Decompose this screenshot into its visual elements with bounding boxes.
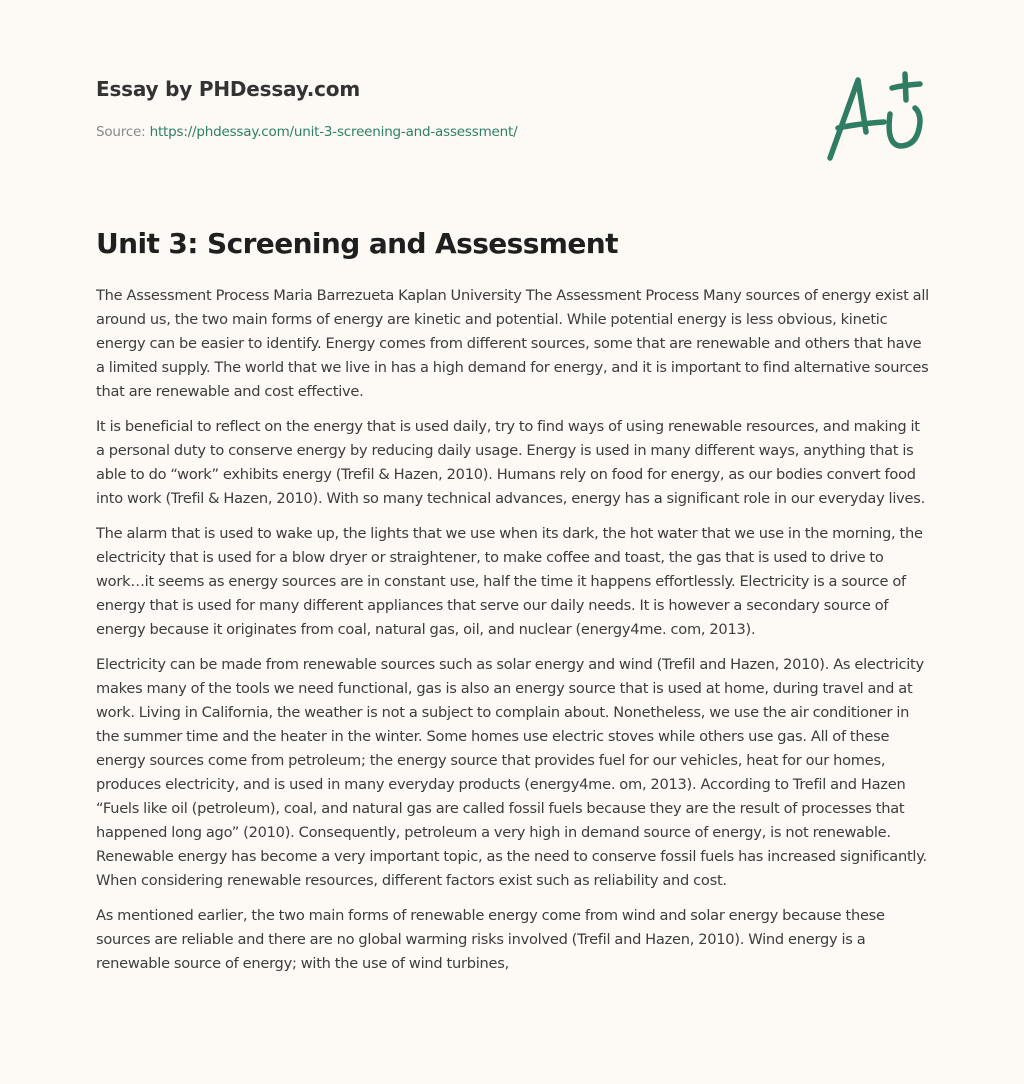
source-link[interactable]: https://phdessay.com/unit-3-screening-and-assessment/ <box>149 124 518 140</box>
page-title: Unit 3: Screening and Assessment <box>96 227 618 260</box>
essay-body <box>96 284 932 987</box>
paragraph: Electricity can be made from renewable sources such as solar energy and wind (Trefil and Hazen, 2010). As electricity makes many of the tools we need functional, gas is also an energy source that is used at home, during travel and at work. Living in California, the weather is not a subject to complain about. Nonetheless, we use the air conditioner in the summer time and the heater in the winter. Some homes use electric stoves while others use gas. All of these energy sources come from petroleum; the energy source that provides fuel for our vehicles, heat for our homes, produces electricity, and is used in many everyday products (energy4me. om, 2013). According to Trefil and Hazen “Fuels like oil (petroleum), coal, and natural gas are called fossil fuels because they are the result of processes that happened long ago” (2010). Consequently, petroleum a very high in demand source of energy, is not renewable. Renewable energy has become a very important topic, as the need to conserve fossil fuels has increased significantly. When considering renewable resources, different factors exist such as reliability and cost. <box>96 656 927 889</box>
brand-title: Essay by PHDessay.com <box>96 77 360 101</box>
paragraph: It is beneficial to reflect on the energy that is used daily, try to find ways of using renewable resources, and making it a personal duty to conserve energy by reducing daily usage. Energy is used in many different ways, anything that is able to do “work” exhibits energy (Trefil & Hazen, 2010). Humans rely on food for energy, as our bodies convert food into work (Trefil & Hazen, 2010). With so many technical advances, energy has a significant role in our everyday lives. <box>96 418 926 507</box>
source-line <box>96 122 796 142</box>
essay-header <box>96 74 796 142</box>
source-label: Source: <box>96 124 150 140</box>
paragraph: The alarm that is used to wake up, the lights that we use when its dark, the hot water that we use in the morning, the electricity that is used for a blow dryer or straightener, to make coffee and toast, the gas that is used to drive to work…it seems as energy sources are in constant use, half the time it happens effortlessly. Electricity is a source of energy that is used for many different appliances that serve our daily needs. It is however a secondary source of energy because it originates from coal, natural gas, oil, and nuclear (energy4me. com, 2013). <box>96 525 923 638</box>
paragraph: The Assessment Process Maria Barrezueta Kaplan University The Assessment Process Many sources of energy exist all around us, the two main forms of energy are kinetic and potential. While potential energy is less obvious, kinetic energy can be easier to identify. Energy comes from different sources, some that are renewable and others that have a limited supply. The world that we live in has a high demand for energy, and it is important to find alternative sources that are renewable and cost effective. <box>96 287 929 400</box>
a-plus-grade-icon <box>822 66 932 166</box>
paragraph: As mentioned earlier, the two main forms of renewable energy come from wind and solar energy because these sources are reliable and there are no global warming risks involved (Trefil and Hazen, 2010). Wind energy is a renewable source of energy; with the use of wind turbines, <box>96 907 885 972</box>
